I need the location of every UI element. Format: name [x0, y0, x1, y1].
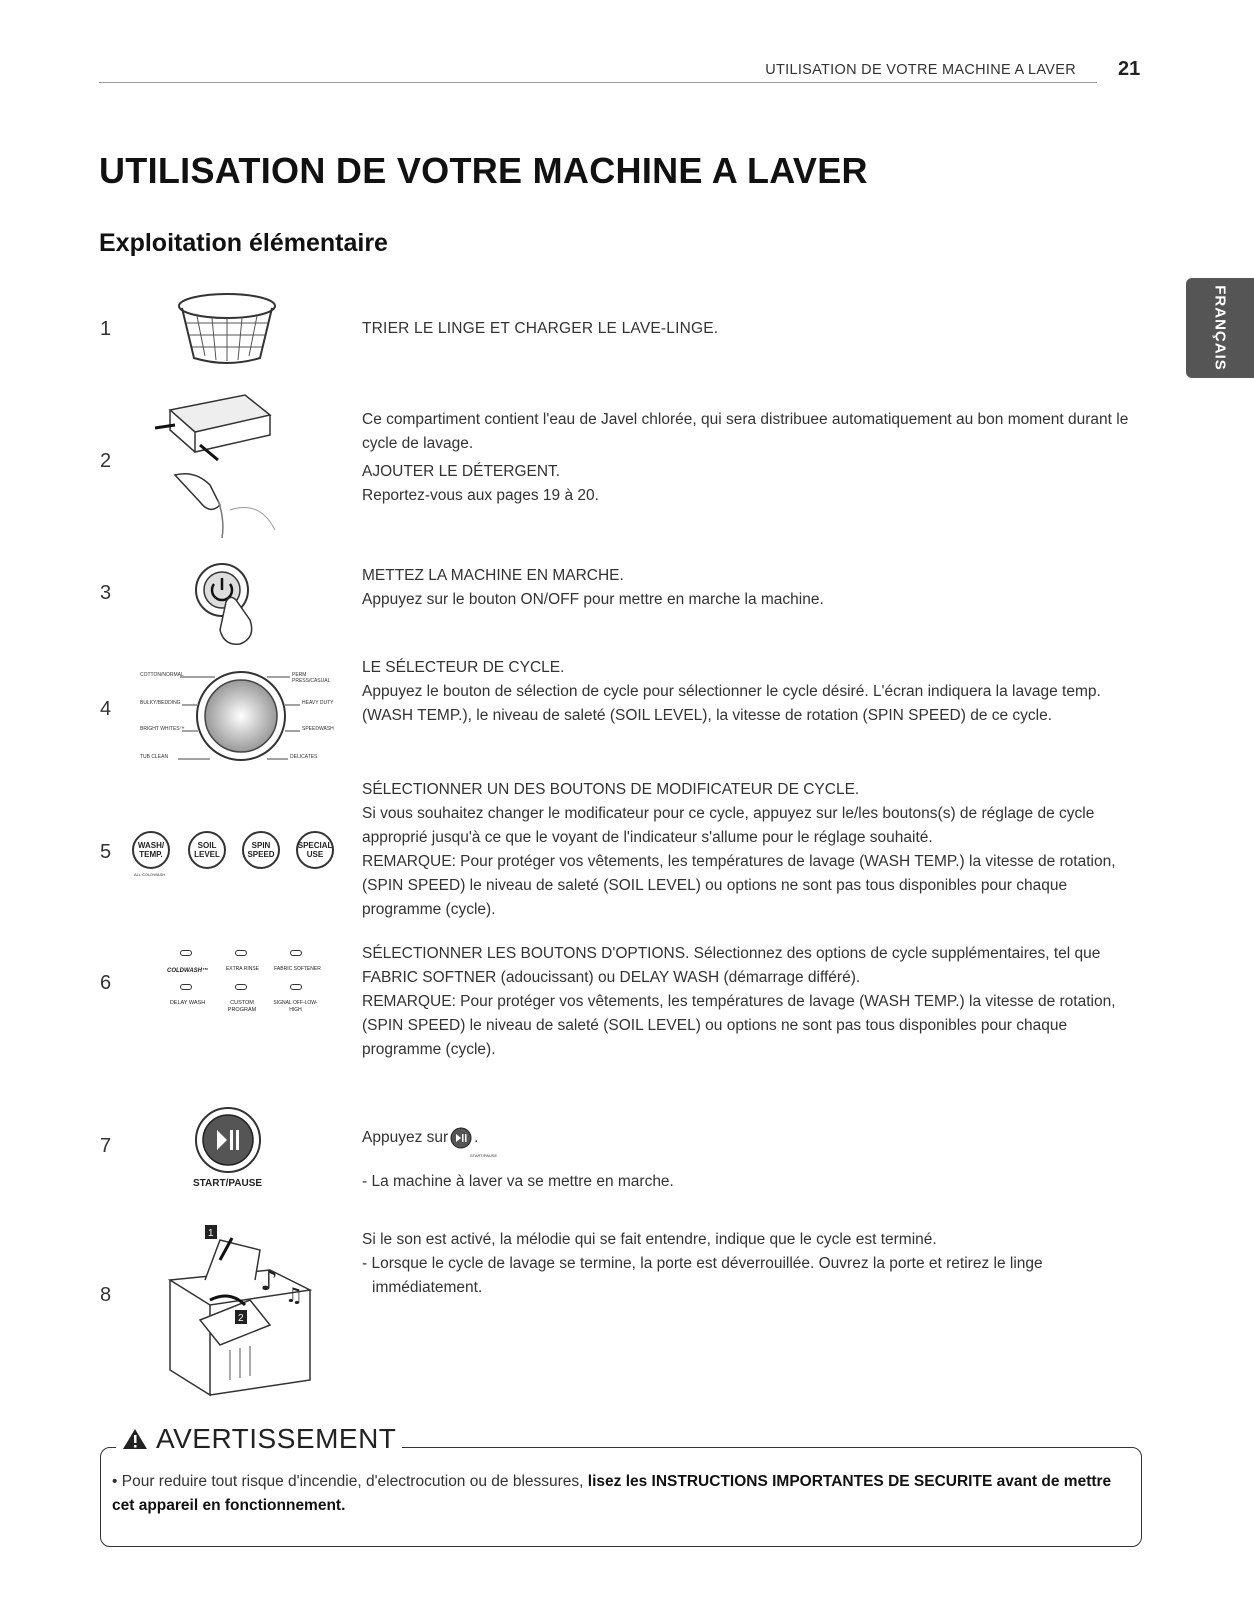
modifier-caption: ALL COLDWASH	[134, 872, 166, 877]
wash-temp-button: WASH/ TEMP.	[132, 831, 170, 869]
washer-open-lid-icon	[160, 1220, 340, 1400]
extra-rinse-label: EXTRA RINSE	[225, 966, 260, 972]
fabric-softener-label: FABRIC SOFTENER	[274, 966, 321, 972]
step-5-line-2: Si vous souhaitez changer le modificateur pour ce cycle, appuyez sur le/les boutons(s) de réglage de cycle approprié jusqu'à ce que le voyant de l'indicateur s'allume pour le réglage souhaité.	[362, 805, 1095, 846]
indicator-led-6	[290, 984, 302, 990]
signal-label: SIGNAL OFF-LOW-HIGH	[273, 1000, 318, 1013]
delay-wash-label: DELAY WASH	[169, 1000, 206, 1006]
svg-text:♫: ♫	[285, 1283, 303, 1307]
step-number-5: 5	[100, 841, 112, 863]
soil-level-button: SOIL LEVEL	[188, 831, 226, 869]
step-number-2: 2	[100, 450, 112, 472]
step-4-text	[362, 656, 1142, 728]
step-8-text	[362, 1228, 1142, 1300]
step-number-6: 6	[100, 972, 112, 994]
dial-label-cotton: COTTON/NORMAL	[140, 672, 184, 678]
step-5-line-3: REMARQUE: Pour protéger vos vêtements, les températures de lavage (WASH TEMP.) la vitesse de rotation, (SPIN SPEED) le niveau de saleté (SOIL LEVEL) ou options ne sont pas tous disponibles pour chaque programme (cycle).	[362, 853, 1116, 918]
header-rule	[99, 82, 1097, 83]
step-2-line-1: Ce compartiment contient l'eau de Javel chlorée, qui sera distribuee automatiquement au bon moment durant le cycle de lavage.	[362, 411, 1129, 452]
dial-label-perm-press: PERM PRESS/CASUAL	[292, 672, 331, 684]
step-7-text: Appuyez sur . START/PAUSE - La machine à laver va se mettre en marche.	[362, 1126, 1142, 1194]
step-4-line-1: LE SÉLECTEUR DE CYCLE.	[362, 659, 565, 676]
dial-label-delicates: DELICATES	[290, 754, 318, 760]
indicator-led-1	[180, 950, 192, 956]
mini-start-pause-icon	[450, 1127, 472, 1149]
page-title: UTILISATION DE VOTRE MACHINE A LAVER	[99, 150, 868, 191]
section-title: Exploitation élémentaire	[99, 229, 388, 257]
indicator-led-2	[235, 950, 247, 956]
step-3-text	[362, 564, 1142, 612]
step-4-line-2: Appuyez le bouton de sélection de cycle pour sélectionner le cycle désiré. L'écran indiquera la lavage temp.(WASH TEMP.), le niveau de saleté (SOIL LEVEL), la vitesse de rotation (SPIN SPEED) de ce cycle.	[362, 683, 1101, 724]
warning-text-bold: lisez les INSTRUCTIONS IMPORTANTES DE SECURITE avant de mettre cet appareil en fonctionnement.	[112, 1473, 1112, 1514]
svg-text:2: 2	[238, 1313, 244, 1324]
detergent-drawer-icon	[150, 390, 280, 540]
power-button-icon	[190, 560, 270, 650]
step-6-line-2: REMARQUE: Pour protéger vos vêtements, les températures de lavage (WASH TEMP.) la vitesse de rotation, (SPIN SPEED) le niveau de saleté (SOIL LEVEL) ou options ne sont pas tous disponibles pour chaque programme (cycle).	[362, 993, 1116, 1058]
coldwash-label: COLDWASH™	[167, 968, 208, 974]
language-tab-label: FRANÇAIS	[1211, 285, 1229, 371]
step-2-line-3: Reportez-vous aux pages 19 à 20.	[362, 487, 599, 504]
warning-body	[112, 1470, 1132, 1518]
step-1-text	[362, 317, 1142, 341]
step-5-line-1: SÉLECTIONNER UN DES BOUTONS DE MODIFICATEUR DE CYCLE.	[362, 781, 860, 798]
dial-label-tub-clean: TUB CLEAN	[140, 754, 169, 760]
warning-title-text: AVERTISSEMENT	[156, 1423, 397, 1454]
dial-label-bright: BRIGHT WHITES™	[140, 726, 185, 732]
svg-text:♪: ♪	[260, 1264, 278, 1297]
spin-speed-button: SPIN SPEED	[242, 831, 280, 869]
indicator-led-4	[180, 984, 192, 990]
laundry-basket-icon	[172, 288, 282, 368]
step-2-text	[362, 408, 1142, 508]
start-pause-button-icon	[193, 1105, 263, 1175]
step-7-line-1: Appuyez sur	[362, 1129, 449, 1146]
step-number-7: 7	[100, 1135, 112, 1157]
option-buttons-illustration	[160, 950, 335, 1030]
dial-label-heavy-duty: HEAVY DUTY	[302, 700, 334, 706]
warning-triangle-icon	[122, 1427, 148, 1451]
svg-text:1: 1	[208, 1228, 214, 1239]
step-7-line-2: - La machine à laver va se mettre en marche.	[362, 1173, 674, 1190]
step-8-line-1: Si le son est activé, la mélodie qui se fait entendre, indique que le cycle est terminé.	[362, 1231, 937, 1248]
running-header: UTILISATION DE VOTRE MACHINE A LAVER	[765, 62, 1076, 78]
step-6-line-1: SÉLECTIONNER LES BOUTONS D'OPTIONS. Sélectionnez des options de cycle supplémentaires, tel que FABRIC SOFTNER (adoucissant) ou DELAY WASH (démarrage différé).	[362, 945, 1101, 986]
step-number-1: 1	[100, 318, 112, 340]
warning-text: Pour reduire tout risque d'incendie, d'electrocution ou de blessures,	[121, 1473, 584, 1490]
cycle-selector-illustration	[140, 664, 345, 764]
step-2-line-2: AJOUTER LE DÉTERGENT.	[362, 463, 561, 480]
page-number: 21	[1118, 58, 1141, 80]
warning-title	[116, 1423, 402, 1455]
mini-start-pause-caption: START/PAUSE	[470, 1153, 498, 1158]
indicator-led-5	[235, 984, 247, 990]
step-1-line-1: TRIER LE LINGE ET CHARGER LE LAVE-LINGE.	[362, 320, 719, 337]
step-5-text	[362, 778, 1142, 922]
step-3-line-1: METTEZ LA MACHINE EN MARCHE.	[362, 567, 624, 584]
step-3-line-2: Appuyez sur le bouton ON/OFF pour mettre en marche la machine.	[362, 591, 824, 608]
dial-label-speedwash: SPEEDWASH	[302, 726, 334, 732]
modifier-buttons-illustration	[132, 831, 342, 891]
language-tab	[1186, 278, 1254, 378]
custom-program-label: CUSTOM PROGRAM	[227, 1000, 257, 1013]
step-number-3: 3	[100, 582, 112, 604]
step-number-4: 4	[100, 698, 112, 720]
step-8-line-2: - Lorsque le cycle de lavage se termine, la porte est déverrouillée. Ouvrez la porte et retirez le linge immédiatement.	[362, 1255, 1043, 1296]
special-use-button: SPECIAL USE	[296, 831, 334, 869]
start-pause-label: START/PAUSE	[193, 1178, 263, 1189]
dial-label-bulky: BULKY/BEDDING	[140, 700, 181, 706]
step-number-8: 8	[100, 1284, 112, 1306]
warning-bullet: •	[112, 1473, 118, 1490]
indicator-led-3	[290, 950, 302, 956]
step-6-text	[362, 942, 1142, 1062]
